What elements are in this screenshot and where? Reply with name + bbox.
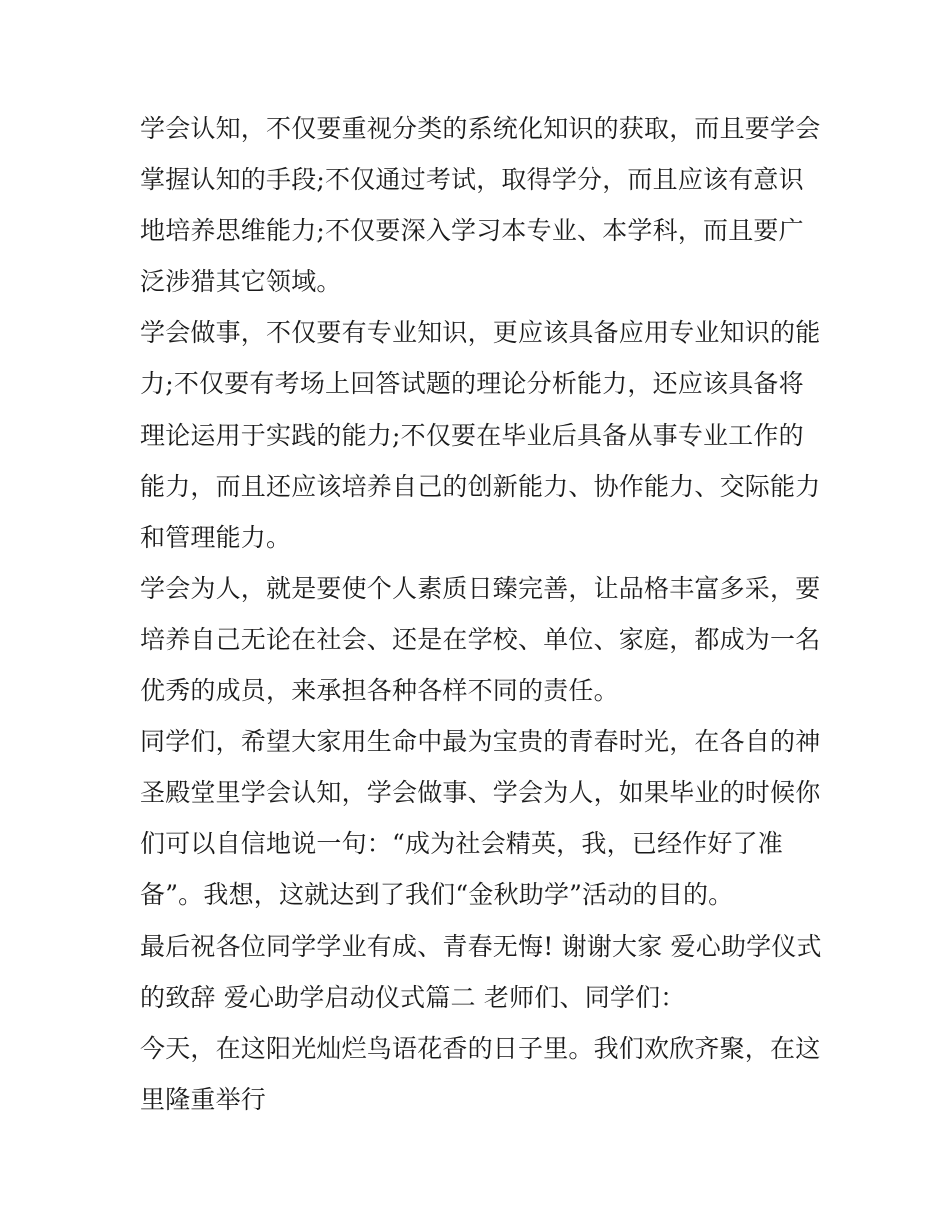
- text-line: 里隆重举行: [140, 1084, 267, 1114]
- text-line: 理论运用于实践的能力;不仅要在毕业后具备从事专业工作的: [140, 420, 804, 450]
- text-line: 地培养思维能力;不仅要深入学习本专业、本学科，而且要广: [140, 216, 804, 246]
- text-line: 们可以自信地说一句：“成为社会精英，我，已经作好了准: [140, 829, 783, 859]
- text-line: 同学们，希望大家用生命中最为宝贵的青春时光，在各自的神: [140, 727, 821, 757]
- text-line: 圣殿堂里学会认知，学会做事、学会为人，如果毕业的时候你: [140, 778, 821, 808]
- text-line: 优秀的成员，来承担各种各样不同的责任。: [140, 676, 619, 706]
- text-line: 和管理能力。: [140, 522, 292, 552]
- text-line: 培养自己无论在社会、还是在学校、单位、家庭，都成为一名: [140, 624, 821, 654]
- text-line: 力;不仅要有考场上回答试题的理论分析能力，还应该具备将: [140, 369, 804, 399]
- paragraph-learn-doing: [140, 307, 820, 562]
- text-line: 掌握认知的手段;不仅通过考试，取得学分，而且应该有意识: [140, 165, 804, 195]
- paragraph-students-hope: [140, 716, 820, 920]
- paragraph-today-ceremony: [140, 1023, 820, 1125]
- document-body: [140, 103, 820, 1125]
- paragraph-closing-wishes: [140, 921, 820, 1023]
- text-line: 今天，在这阳光灿烂鸟语花香的日子里。我们欢欣齐聚，在这: [140, 1033, 821, 1063]
- text-line: 备”。我想，这就达到了我们“金秋助学”活动的目的。: [140, 880, 734, 910]
- paragraph-learn-being: [140, 563, 820, 716]
- text-line: 学会做事，不仅要有专业知识，更应该具备应用专业知识的能: [140, 318, 821, 348]
- paragraph-learn-cognition: [140, 103, 820, 307]
- text-line: 学会认知，不仅要重视分类的系统化知识的获取，而且要学会: [140, 114, 821, 143]
- text-line: 泛涉猎其它领域。: [140, 267, 342, 297]
- text-line: 学会为人，就是要使个人素质日臻完善，让品格丰富多采，要: [140, 573, 821, 603]
- text-line: 的致辞 爱心助学启动仪式篇二 老师们、同学们：: [140, 982, 686, 1012]
- text-line: 最后祝各位同学学业有成、青春无悔! 谢谢大家 爱心助学仪式: [140, 931, 822, 961]
- text-line: 能力，而且还应该培养自己的创新能力、协作能力、交际能力: [140, 471, 821, 501]
